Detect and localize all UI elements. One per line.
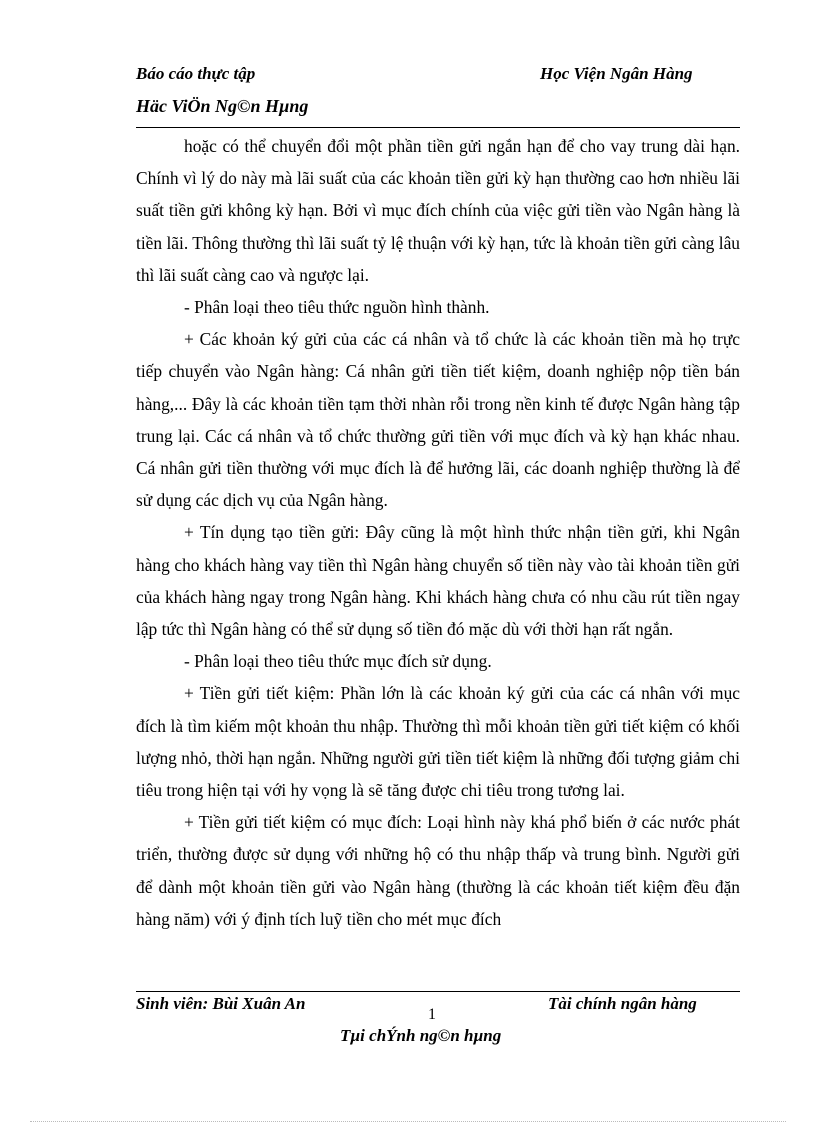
footer-department: Tài chính ngân hàng	[548, 994, 697, 1013]
header-garbled-institution: Häc ViÖn Ng©n Hµng	[136, 96, 309, 116]
paragraph-deposits-individuals: + Các khoản ký gửi của các cá nhân và tổ chức là các khoản tiền mà họ trực tiếp chuyển vào Ngân hàng: Cá nhân gửi tiền tiết kiệm, doanh nghiệp nộp tiền bán hàng,... Đây là các khoản tiền tạm thời nhàn rỗi trong nền kinh tế được Ngân hàng tập trung lại. Các cá nhân và tổ chức thường gửi tiền với mục đích và kỳ hạn khác nhau. Cá nhân gửi tiền thường với mục đích là để hưởng lãi, các doanh nghiệp thường là để sử dụng các dịch vụ của Ngân hàng.	[136, 329, 740, 511]
header-report-title: Báo cáo thực tập	[136, 64, 256, 83]
header-institution: Học Viện Ngân Hàng	[540, 64, 693, 83]
paragraph-heading-purpose: - Phân loại theo tiêu thức mục đích sử dụng.	[184, 651, 492, 672]
paragraph-purpose-savings: + Tiền gửi tiết kiệm có mục đích: Loại hình này khá phổ biến ở các nước phát triển, thường được sử dụng với những hộ có thu nhập thấp và trung bình. Người gửi để dành một khoản tiền gửi vào Ngân hàng (thường là các khoản tiết kiệm đều đặn hàng năm) với ý định tích luỹ tiền cho mét mục đích	[136, 812, 740, 929]
footer-garbled-department: Tµi chÝnh ng©n hµng	[340, 1026, 502, 1045]
paragraph-credit-deposits: + Tín dụng tạo tiền gửi: Đây cũng là một hình thức nhận tiền gửi, khi Ngân hàng cho khách hàng vay tiền thì Ngân hàng chuyển số tiền này vào tài khoản tiền gửi của khách hàng ngay trong Ngân hàng. Khi khách hàng chưa có nhu cầu rút tiền ngay lập tức thì Ngân hàng có thể sử dụng số tiền đó mặc dù với thời hạn rất ngắn.	[136, 522, 740, 640]
footer-student-name: Sinh viên: Bùi Xuân An	[136, 994, 306, 1013]
paragraph-continuation: hoặc có thể chuyển đổi một phần tiền gửi ngắn hạn để cho vay trung dài hạn. Chính vì lý do này mà lãi suất của các khoản tiền gửi kỳ hạn thường cao hơn nhiều lãi suất tiền gửi không kỳ hạn. Bởi vì mục đích chính của việc gửi tiền vào Ngân hàng là tiền lãi. Thông thường thì lãi suất tỷ lệ thuận với kỳ hạn, tức là khoản tiền gửi càng lâu thì lãi suất càng cao và ngược lại.	[136, 136, 740, 285]
page-bottom-dotted-line	[30, 1121, 786, 1122]
paragraph-savings-deposits: + Tiền gửi tiết kiệm: Phần lớn là các khoản ký gửi của các cá nhân với mục đích là tìm kiếm một khoản thu nhập. Thường thì mỗi khoản tiền gửi tiết kiệm có khối lượng nhỏ, thời hạn ngắn. Những người gửi tiền tiết kiệm là những đối tượng giảm chi tiêu trong hiện tại với hy vọng là sẽ tăng được chi tiêu trong tương lai.	[136, 683, 740, 801]
page-number: 1	[428, 1006, 436, 1023]
header-rule	[136, 127, 740, 128]
document-body	[136, 130, 740, 935]
footer-rule	[136, 991, 740, 992]
paragraph-heading-source: - Phân loại theo tiêu thức nguồn hình thành.	[184, 297, 490, 318]
